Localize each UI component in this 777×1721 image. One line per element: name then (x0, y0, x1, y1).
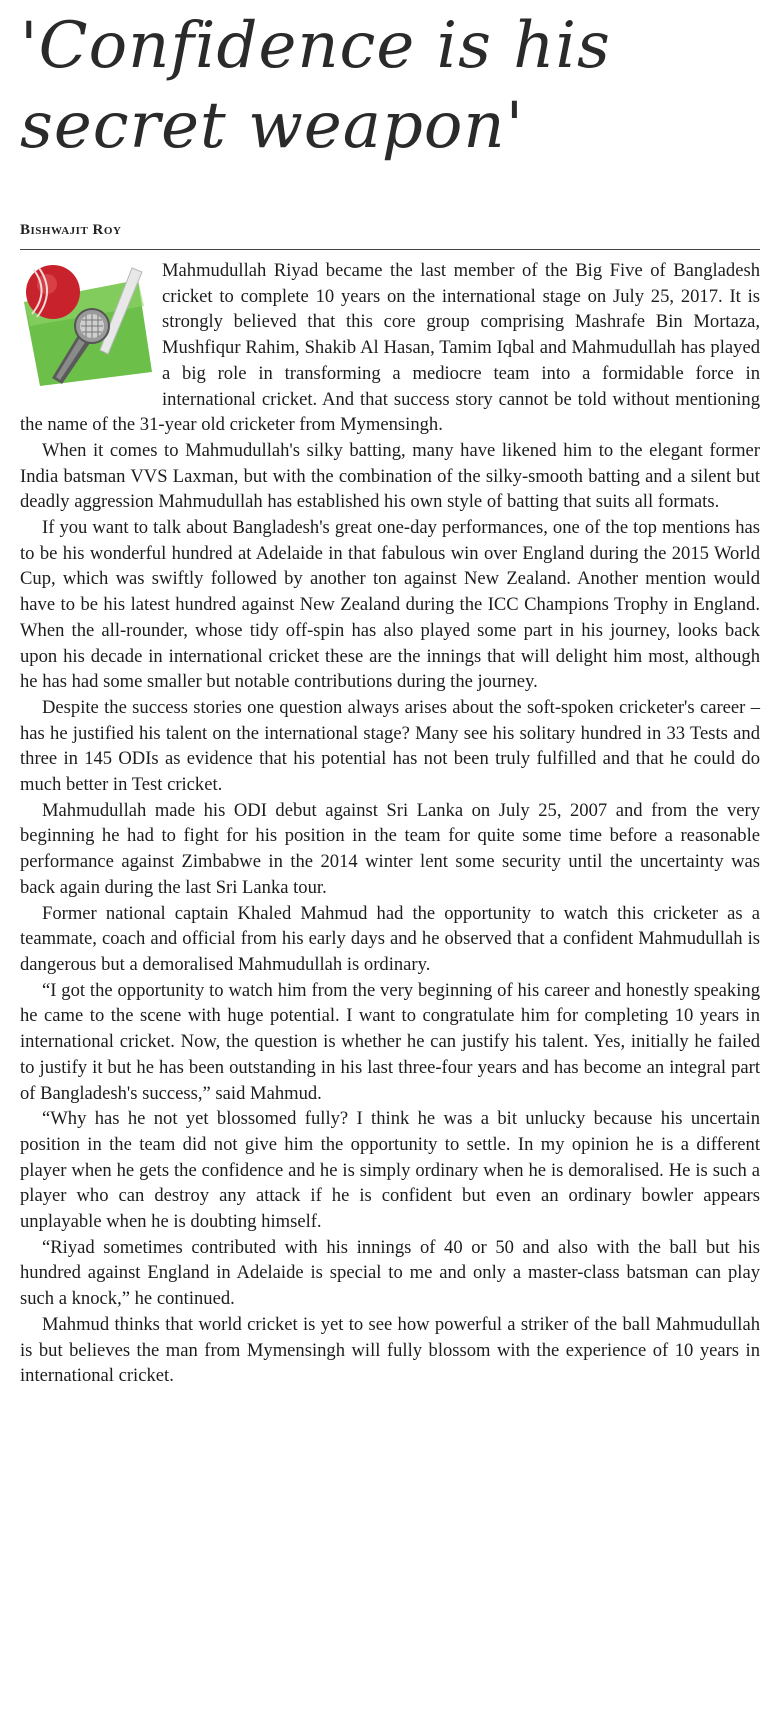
paragraph: Mahmud thinks that world cricket is yet to see how powerful a striker of the ball Mahmudullah is but believes the man from Mymensingh will fully blossom with the experience of 10 years in international cricket. (20, 1313, 760, 1387)
paragraph: Mahmudullah made his ODI debut against Sri Lanka on July 25, 2007 and from the very beginning he had to fight for his position in the team for quite some time before a reasonable performance against Zimbabwe in the 2014 winter lent some security until the uncertainty was back again during the last Sri Lanka tour. (20, 799, 760, 898)
paragraph: Former national captain Khaled Mahmud had the opportunity to watch this cricketer as a teammate, coach and official from his early days and he observed that a confident Mahmudullah is dangerous but a demoralised Mahmudullah is ordinary. (20, 902, 760, 975)
paragraph: “Why has he not yet blossomed fully? I think he was a bit unlucky because his uncertain position in the team did not give him the opportunity to settle. In my opinion he is a different player when he gets the confidence and he is simply ordinary when he is demoralised. He is such a player who can destroy any attack if he is confident but even an ordinary bowler appears unplayable when he is doubting himself. (20, 1108, 760, 1233)
byline-divider (20, 249, 760, 250)
paragraph: If you want to talk about Bangladesh's great one-day performances, one of the top mentions has to be his wonderful hundred at Adelaide in that fabulous win over England during the 2015 World Cup, which was swiftly followed by another ton against New Zealand. Another mention would have to be his latest hundred against New Zealand during the ICC Champions Trophy in England. When the all-rounder, whose tidy off-spin has also played some part in his journey, looks back upon his decade in international cricket these are the innings that will delight him most, although he has had some smaller but notable contributions during the journey. (20, 517, 760, 693)
headline-line-2: secret weapon' (20, 89, 525, 163)
paragraph: “I got the opportunity to watch him from the very beginning of his career and honestly speaking he came to the scene with huge potential. I want to congratulate him for completing 10 years in international cricket. Now, the question is whether he can justify his talent. Yes, initially he failed to justify it but he has been outstanding in his last three-four years and has become an integral part of Bangladesh's success,” said Mahmud. (20, 979, 760, 1104)
paragraph: “Riyad sometimes contributed with his innings of 40 or 50 and also with the ball but his hundred against England in Adelaide is special to me and only a master-class batsman can play such a knock,” he continued. (20, 1236, 760, 1310)
byline: Bishwajit Roy (20, 222, 122, 238)
headline-line-1: 'Confidence is his (20, 9, 611, 83)
paragraph: Despite the success stories one question always arises about the soft-spoken cricketer's career – has he justified his talent on the international stage? Many see his solitary hundred in 33 Tests and three in 145 ODIs as evidence that his potential has not been truly fulfilled and that he could do much better in Test cricket. (20, 696, 760, 796)
headline (20, 6, 760, 166)
paragraph: When it comes to Mahmudullah's silky batting, many have likened him to the elegant former India batsman VVS Laxman, but with the combination of the silky-smooth batting and a silent but deadly aggression Mahmudullah has established his own style of batting that suits all formats. (20, 439, 760, 513)
paragraph: Mahmudullah Riyad became the last member of the Big Five of Bangladesh cricket to complete 10 years on the international stage on July 25, 2017. It is strongly believed that this core group comprising Mashrafe Bin Mortaza, Mushfiqur Rahim, Shakib Al Hasan, Tamim Iqbal and Mahmudullah has played a big role in transforming a mediocre team into a formidable force in international cricket. And that success story cannot be told without mentioning the name of the 31-year old cricketer from Mymensingh. (20, 260, 760, 436)
article-body (20, 258, 760, 1389)
